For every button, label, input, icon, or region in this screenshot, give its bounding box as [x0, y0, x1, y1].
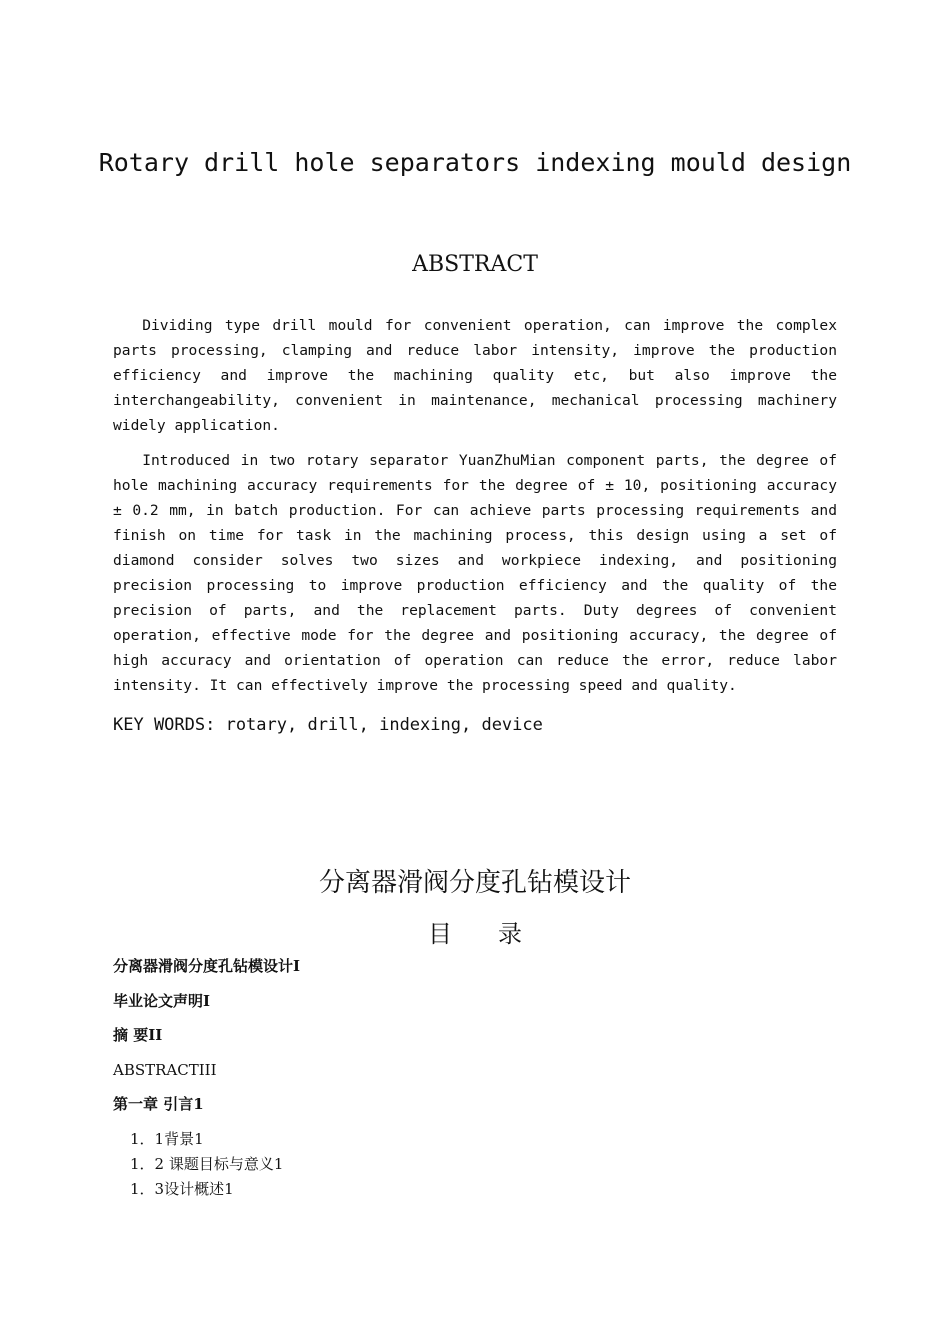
toc-sub-entry[interactable]: 1．1背景1	[130, 1129, 204, 1148]
toc-entry[interactable]: 摘 要II	[113, 1026, 163, 1045]
toc-sub-entry[interactable]: 1．2 课题目标与意义1	[130, 1154, 284, 1173]
abstract-body	[113, 313, 837, 708]
toc-heading-char-2: 录	[498, 920, 522, 948]
abstract-paragraph-2: Introduced in two rotary separator YuanZhuMian component parts, the degree of hole machining accuracy requirements for the degree of ± 10, positioning accuracy ± 0.2 mm, in batch production. For can achieve parts processing requirements and finish on time for task in the machining process, this design using a set of diamond consider solves two sizes and workpiece indexing, and positioning precision processing to improve production efficiency and the quality of the precision of parts, and the replacement parts. Duty degrees of convenient operation, effective mode for the degree and positioning accuracy, the degree of high accuracy and orientation of operation can reduce the error, reduce labor intensity. It can effectively improve the processing speed and quality.	[113, 452, 837, 694]
keywords-line: KEY WORDS: rotary, drill, indexing, device	[113, 715, 543, 735]
toc-entry[interactable]: 毕业论文声明I	[113, 991, 211, 1010]
abstract-paragraph-1: Dividing type drill mould for convenient operation, can improve the complex parts processing, clamping and reduce labor intensity, improve the production efficiency and improve the machining quality etc, but also improve the interchangeability, convenient in maintenance, mechanical processing machinery widely application.	[113, 317, 837, 434]
toc-sub-entry[interactable]: 1．3设计概述1	[130, 1179, 234, 1198]
table-of-contents	[113, 955, 713, 1203]
english-title: Rotary drill hole separators indexing mould design	[98, 148, 852, 177]
abstract-heading: ABSTRACT	[412, 252, 538, 277]
toc-entry[interactable]: ABSTRACTIII	[113, 1060, 217, 1079]
toc-entry[interactable]: 第一章 引言1	[113, 1095, 204, 1114]
toc-heading	[0, 914, 950, 949]
toc-entry[interactable]: 分离器滑阀分度孔钻模设计I	[113, 957, 301, 975]
chinese-title: 分离器滑阀分度孔钻模设计	[318, 868, 631, 898]
toc-heading-char-1: 目	[428, 920, 452, 948]
